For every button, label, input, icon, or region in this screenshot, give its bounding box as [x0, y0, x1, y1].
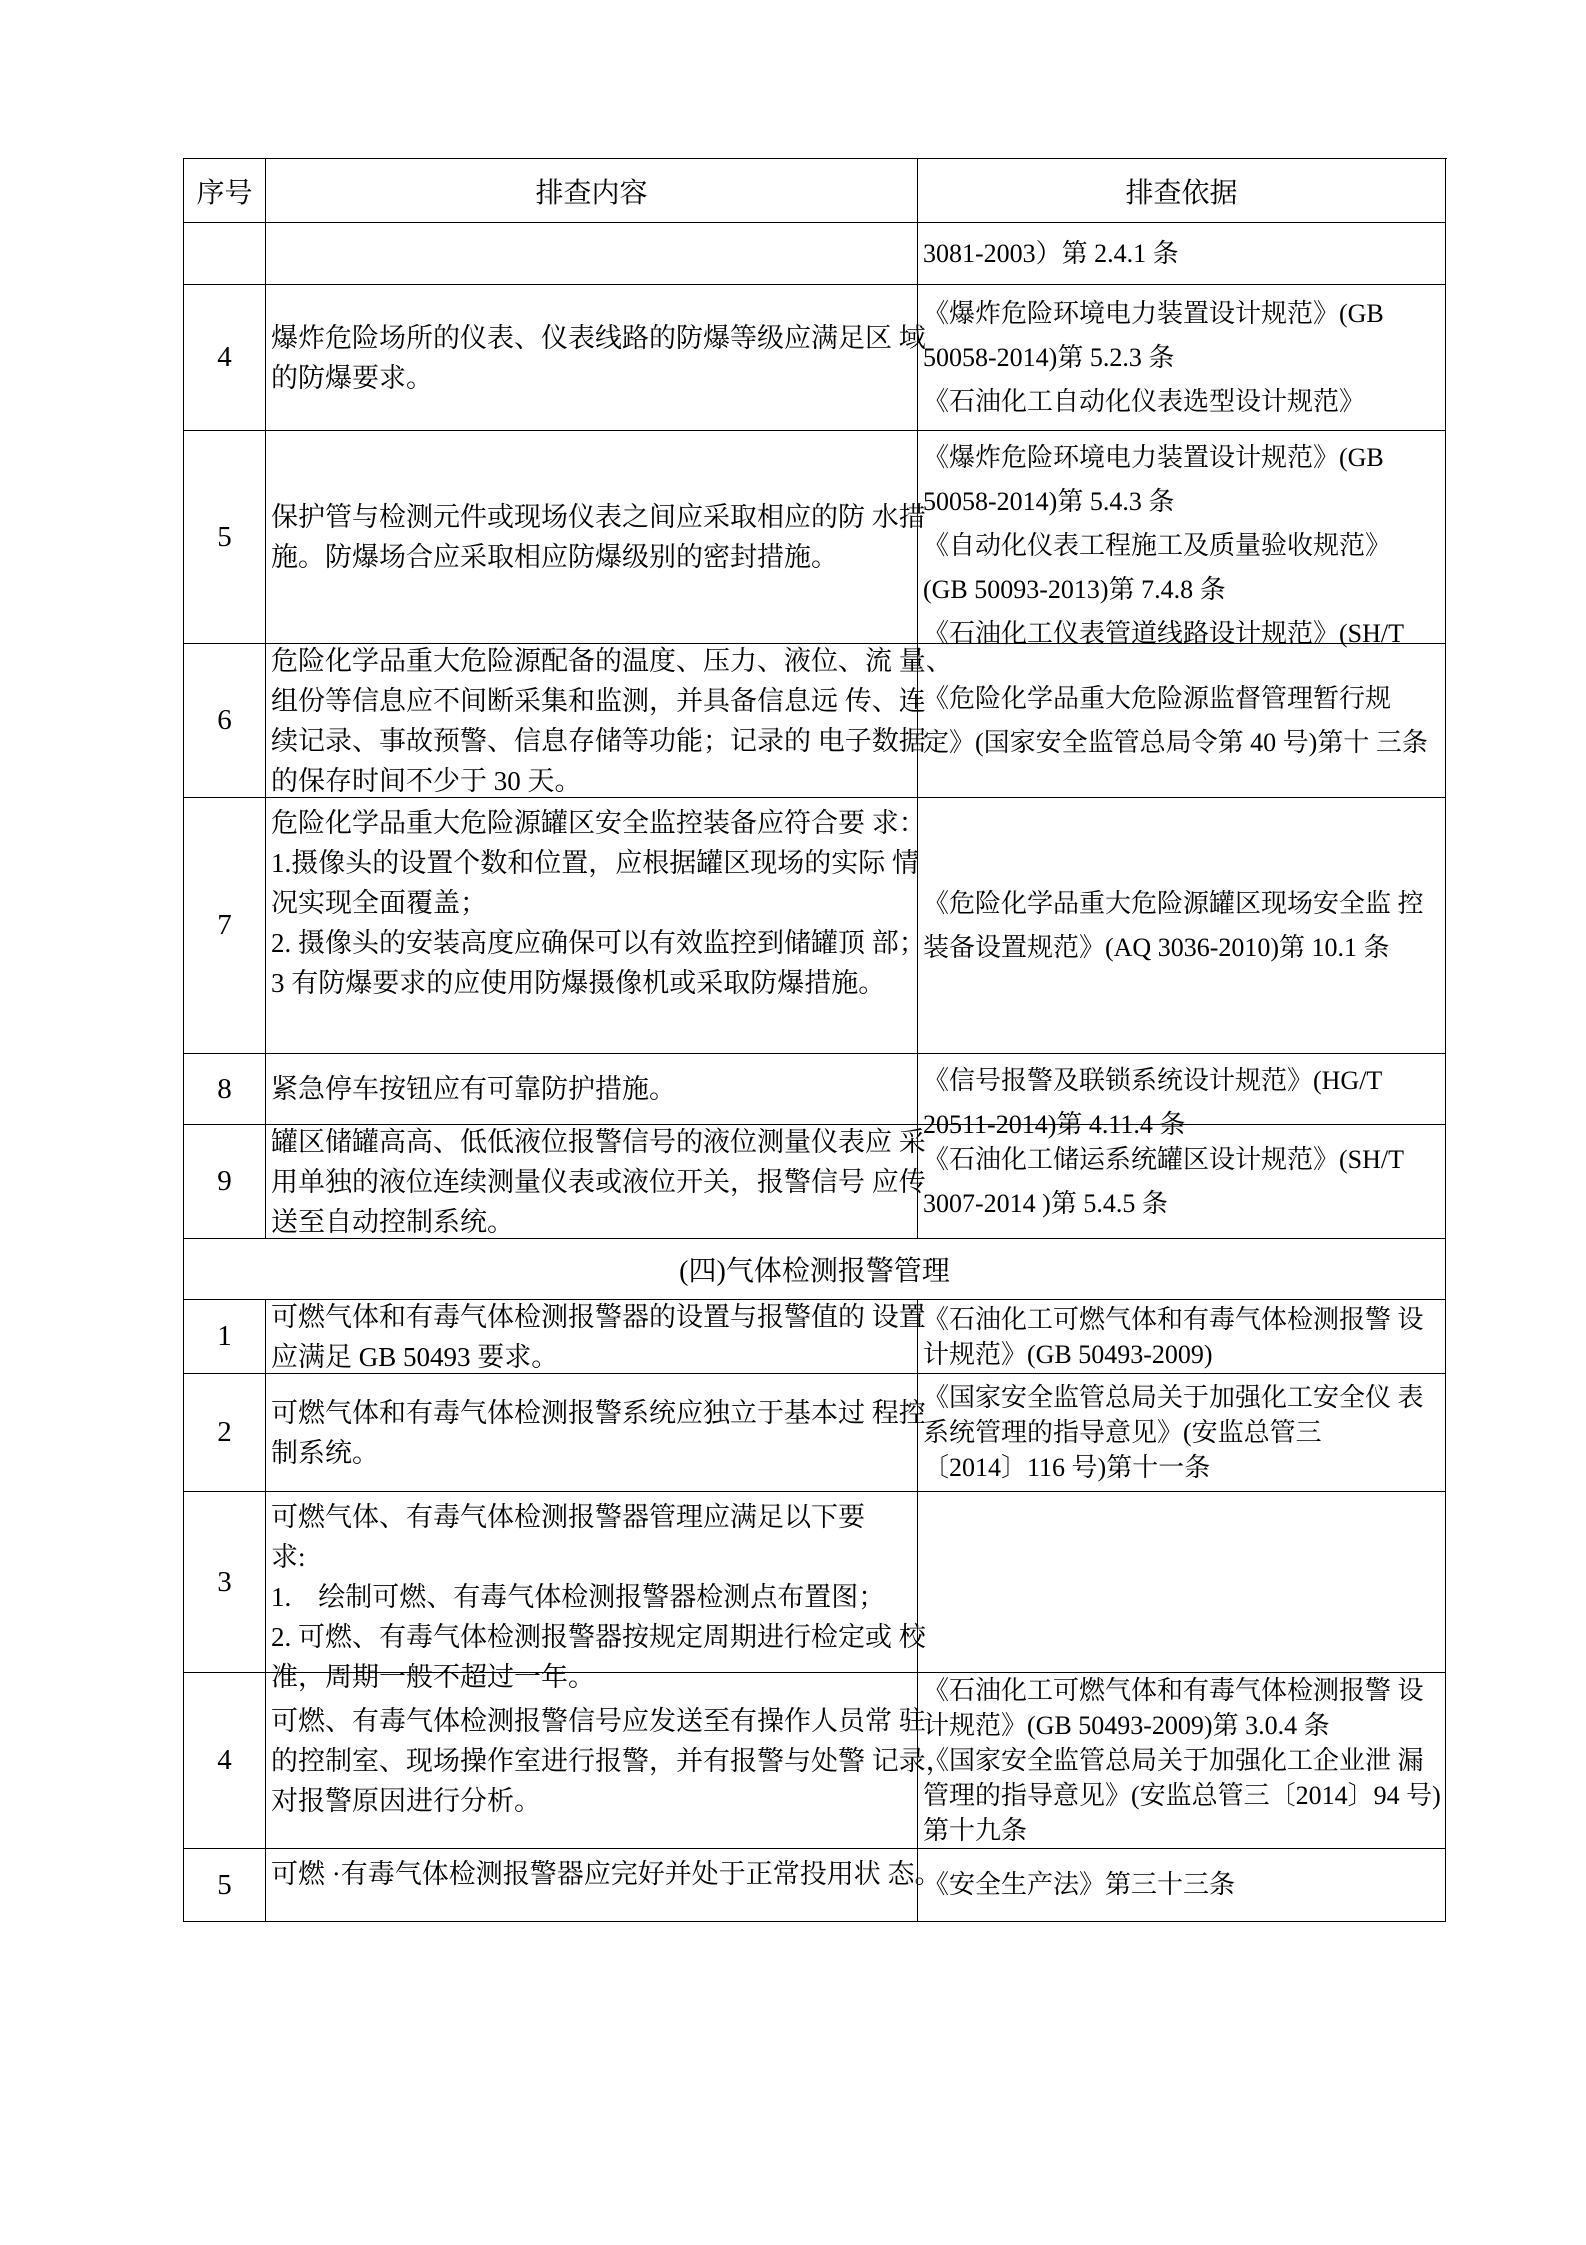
- inspection-basis-line: 系统管理的指导意见》(安监总管三: [923, 1418, 1322, 1447]
- inspection-content-line: 2. 可燃、有毒气体检测报警器按规定周期进行检定或 校: [271, 1622, 926, 1652]
- inspection-content-line: 的控制室、现场操作室进行报警，并有报警与处警 记录，: [271, 1745, 953, 1776]
- inspection-content-line: 3 有防爆要求的应使用防爆摄像机或采取防爆措施。: [271, 968, 886, 998]
- inspection-content-line: 可燃气体和有毒气体检测报警器的设置与报警值的 设置: [271, 1301, 926, 1332]
- table-row: [184, 1374, 1446, 1492]
- inspection-basis-line: 装备设置规范》(AQ 3036-2010)第 10.1 条: [923, 932, 1390, 962]
- inspection-basis-cell: [918, 1849, 1446, 1922]
- row-serial-number: 9: [184, 1125, 266, 1239]
- row-serial-number: 4: [184, 285, 266, 431]
- inspection-content-line: 的防爆要求。: [271, 362, 433, 393]
- header-inspection-basis: 排查依据: [918, 159, 1446, 223]
- row-serial-number: 5: [184, 431, 266, 644]
- inspection-basis-line: (GB 50093-2013)第 7.4.8 条: [923, 575, 1226, 604]
- inspection-content-cell: [266, 431, 926, 644]
- inspection-basis-line: 《信号报警及联锁系统设计规范》(HG/T: [923, 1066, 1383, 1095]
- row-serial-number: 1: [184, 1300, 266, 1374]
- inspection-basis-line: 计规范》(GB 50493-2009)第 3.0.4 条: [923, 1711, 1330, 1740]
- inspection-content-cell: [266, 1125, 926, 1239]
- inspection-content-line: 应满足 GB 50493 要求。: [271, 1341, 559, 1372]
- inspection-content-cell: [266, 223, 918, 285]
- inspection-content-cell: [266, 1300, 926, 1374]
- inspection-content-cell: [266, 1492, 926, 1692]
- inspection-content-line: 可燃气体、有毒气体检测报警器管理应满足以下要: [271, 1502, 865, 1532]
- inspection-basis-cell: [918, 1125, 1446, 1239]
- table-row: [184, 1673, 1446, 1849]
- row-serial-number: 2: [184, 1374, 266, 1492]
- inspection-basis-line: 20511-2014)第 4.11.4 条: [923, 1110, 1186, 1139]
- table-row: [184, 798, 1446, 1054]
- inspection-basis-cell: [918, 1054, 1446, 1139]
- table-row: [184, 285, 1446, 431]
- inspection-content-line: 组份等信息应不间断采集和监测，并具备信息远 传、连: [271, 685, 926, 716]
- inspection-basis-cell: [918, 431, 1446, 648]
- header-serial-number: 序号: [184, 159, 266, 223]
- inspection-basis-cell: [918, 1492, 1446, 1673]
- table-row: [184, 431, 1446, 648]
- inspection-content-line: 1. 绘制可燃、有毒气体检测报警器检测点布置图；: [271, 1582, 886, 1612]
- inspection-content-line: 可燃 ·有毒气体检测报警器应完好并处于正常投用状 态。: [271, 1859, 942, 1889]
- inspection-content-line: 可燃、有毒气体检测报警信号应发送至有操作人员常 驻: [271, 1705, 926, 1736]
- row-serial-number: [184, 223, 266, 285]
- row-serial-number: 8: [184, 1054, 266, 1125]
- table-row: [184, 1849, 1446, 1922]
- inspection-content-line: 1.摄像头的设置个数和位置，应根据罐区现场的实际 情: [271, 848, 919, 878]
- inspection-basis-line: 〔2014〕116 号)第十一条: [923, 1453, 1211, 1482]
- inspection-content-cell: [266, 644, 953, 798]
- inspection-content-cell: [266, 798, 926, 1054]
- inspection-basis-line: 《石油化工可燃气体和有毒气体检测报警 设: [923, 1676, 1424, 1705]
- table-row: [184, 1054, 1446, 1139]
- inspection-basis-line: 《石油化工可燃气体和有毒气体检测报警 设: [923, 1304, 1424, 1334]
- inspection-basis-line: 《危险化学品重大危险源罐区现场安全监 控: [923, 888, 1424, 918]
- inspection-content-line: 罐区储罐高高、低低液位报警信号的液位测量仪表应 采: [271, 1126, 926, 1157]
- inspection-table: [183, 158, 1447, 1922]
- table-row: [184, 1300, 1446, 1374]
- header-inspection-content: 排查内容: [266, 159, 918, 223]
- inspection-basis-line: 《爆炸危险环境电力装置设计规范》(GB: [923, 443, 1384, 472]
- inspection-basis-line: 《石油化工仪表管道线路设计规范》(SH/T: [923, 619, 1405, 648]
- inspection-basis-cell: [918, 644, 1446, 798]
- row-serial-number: 5: [184, 1849, 266, 1922]
- inspection-content-line: 求:: [271, 1542, 306, 1572]
- inspection-content-cell: [266, 1849, 942, 1922]
- inspection-content-line: 2. 摄像头的安装高度应确保可以有效监控到储罐顶 部；: [271, 928, 926, 958]
- inspection-basis-line: 《自动化仪表工程施工及质量验收规范》: [923, 531, 1392, 560]
- inspection-basis-cell: [918, 1374, 1446, 1492]
- inspection-basis-line: 3007-2014 )第 5.4.5 条: [923, 1188, 1168, 1218]
- inspection-content-line: 紧急停车按钮应有可靠防护措施。: [271, 1074, 676, 1104]
- inspection-content-line: 准，周期一般不超过一年。: [271, 1662, 595, 1692]
- inspection-basis-line: 《危险化学品重大危险源监督管理暂行规: [923, 683, 1392, 713]
- inspection-content-line: 制系统。: [271, 1437, 379, 1468]
- inspection-content-cell: [266, 285, 926, 431]
- inspection-basis-line: 《国家安全监管总局关于加强化工企业泄 漏: [923, 1746, 1424, 1775]
- inspection-content-line: 续记录、事故预警、信息存储等功能；记录的 电子数据: [271, 725, 926, 756]
- inspection-basis-line: 《石油化工自动化仪表选型设计规范》: [923, 386, 1366, 416]
- row-serial-number: 4: [184, 1673, 266, 1849]
- inspection-basis-line: 第十九条: [923, 1816, 1028, 1845]
- row-serial-number: 6: [184, 644, 266, 798]
- inspection-content-line: 爆炸危险场所的仪表、仪表线路的防爆等级应满足区 域: [271, 322, 926, 353]
- inspection-basis-line: 计规范》(GB 50493-2009): [923, 1339, 1213, 1369]
- inspection-basis-line: 50058-2014)第 5.2.3 条: [923, 342, 1175, 372]
- table-header-row: [184, 159, 1446, 223]
- inspection-basis-cell: [918, 1673, 1446, 1849]
- section-row: [184, 1239, 1446, 1300]
- inspection-content-line: 可燃气体和有毒气体检测报警系统应独立于基本过 程控: [271, 1397, 926, 1428]
- row-serial-number: 7: [184, 798, 266, 1054]
- inspection-content-line: 用单独的液位连续测量仪表或液位开关，报警信号 应传: [271, 1166, 926, 1197]
- inspection-basis-cell: [918, 1300, 1446, 1374]
- inspection-basis-line: 定》(国家安全监管总局令第 40 号)第十 三条: [923, 727, 1428, 757]
- inspection-content-line: 对报警原因进行分析。: [271, 1785, 541, 1816]
- inspection-basis-line: 50058-2014)第 5.4.3 条: [923, 487, 1175, 516]
- table-row: [184, 223, 1446, 285]
- inspection-basis-line: 《国家安全监管总局关于加强化工安全仪 表: [923, 1383, 1424, 1412]
- table-row: [184, 1125, 1446, 1239]
- section-title: (四)气体检测报警管理: [184, 1239, 1446, 1300]
- inspection-content-line: 保护管与检测元件或现场仪表之间应采取相应的防 水措: [271, 502, 926, 532]
- inspection-basis-line: 管理的指导意见》(安监总管三〔2014〕94 号): [923, 1781, 1441, 1810]
- inspection-basis-cell: [918, 223, 1446, 285]
- inspection-basis-line: 《石油化工储运系统罐区设计规范》(SH/T: [923, 1144, 1405, 1174]
- inspection-content-line: 危险化学品重大危险源配备的温度、压力、液位、流 量、: [271, 645, 953, 676]
- inspection-basis-line: 3081-2003）第 2.4.1 条: [923, 238, 1179, 268]
- inspection-content-line: 的保存时间不少于 30 天。: [271, 765, 582, 796]
- table-row: [184, 644, 1446, 798]
- inspection-content-line: 危险化学品重大危险源罐区安全监控装备应符合要 求：: [271, 808, 926, 838]
- inspection-basis-cell: [918, 285, 1446, 431]
- inspection-content-line: 施。防爆场合应采取相应防爆级别的密封措施。: [271, 542, 838, 572]
- inspection-basis-cell: [918, 798, 1446, 1054]
- inspection-basis-line: 《安全生产法》第三十三条: [923, 1870, 1236, 1899]
- inspection-content-cell: [266, 1673, 953, 1849]
- table-body: [184, 223, 1447, 1922]
- inspection-content-cell: [266, 1054, 918, 1125]
- inspection-content-line: 况实现全面覆盖；: [271, 888, 487, 918]
- inspection-content-cell: [266, 1374, 926, 1492]
- row-serial-number: 3: [184, 1492, 266, 1673]
- inspection-content-line: 送至自动控制系统。: [271, 1206, 514, 1237]
- inspection-basis-line: 《爆炸危险环境电力装置设计规范》(GB: [923, 298, 1384, 328]
